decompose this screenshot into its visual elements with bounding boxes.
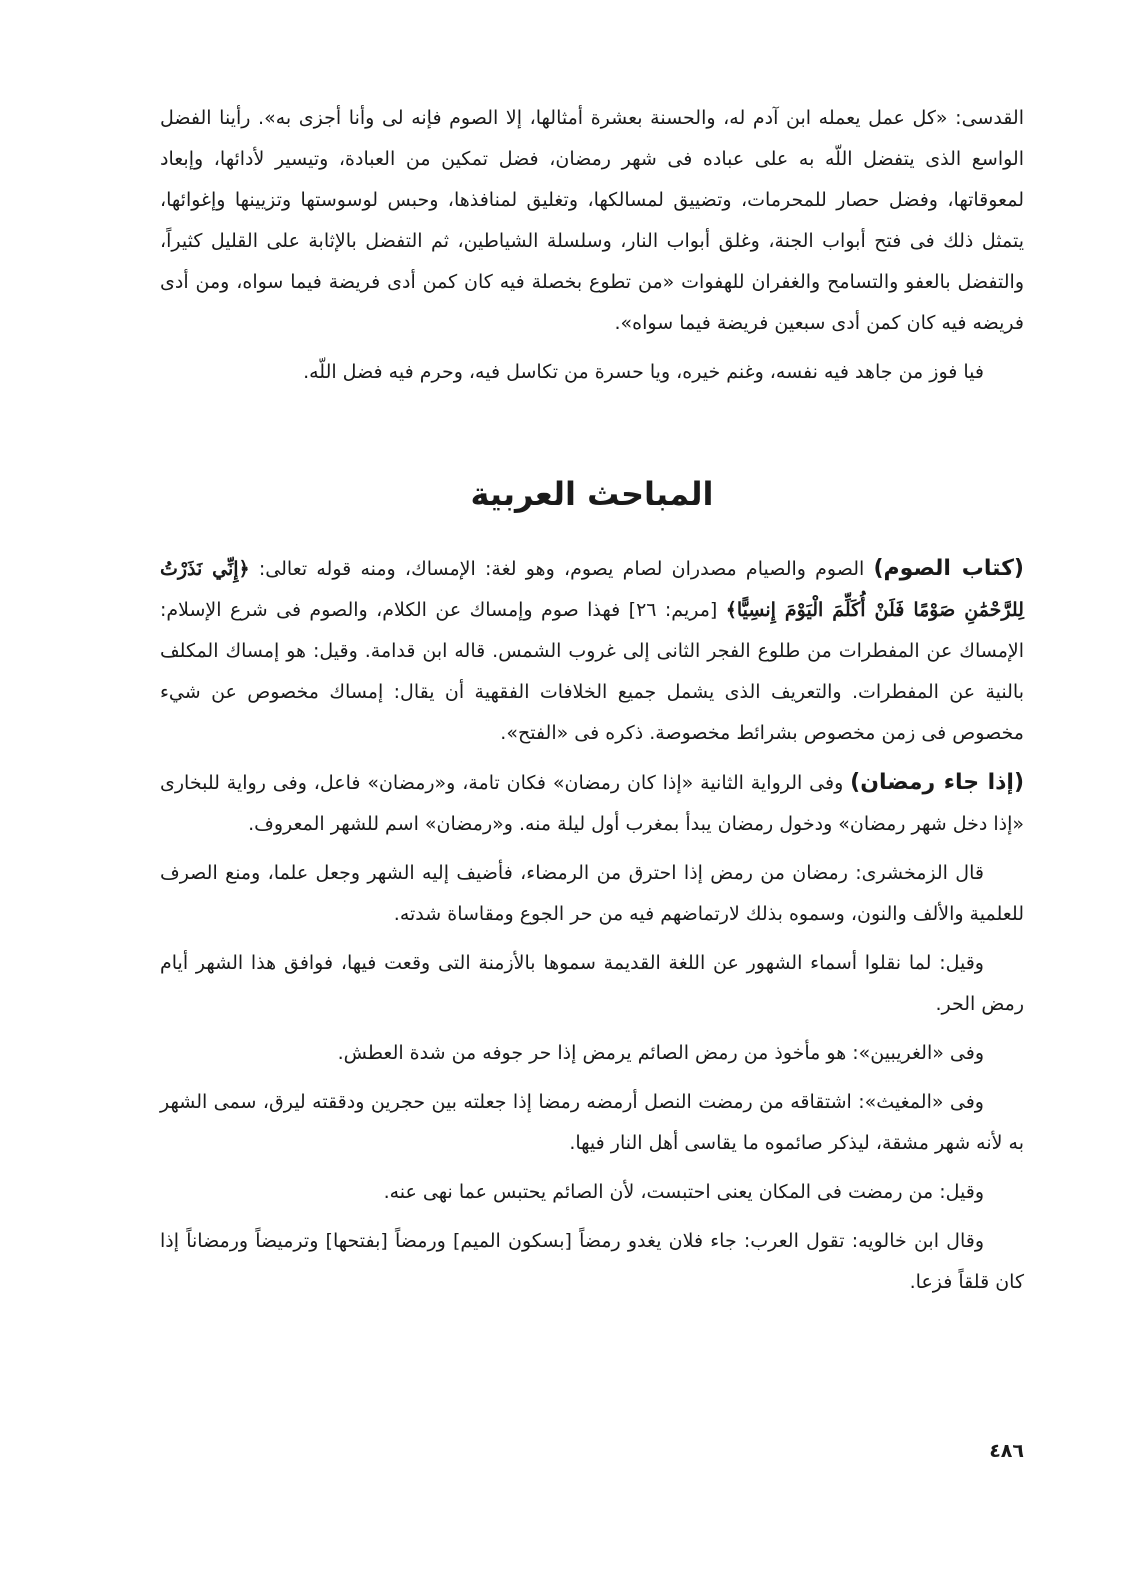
intro-paragraph-2: فيا فوز من جاهد فيه نفسه، وغنم خيره، ويا حسرة من تكاسل فيه، وحرم فيه فضل اللّه. — [303, 361, 984, 383]
paragraph-kitab-alsawm — [160, 548, 1024, 754]
paragraph-ramadan — [160, 762, 1024, 845]
paragraph-mughith: وفى «المغيث»: اشتقاقه من رمضت النصل أرمضه رمضا إذا جعلته بين حجرين ودققته ليرق، سمى الشهر به لأنه شهر مشقة، ليذكر صائموه ما يقاسى أهل النار فيها. — [160, 1091, 1024, 1154]
paragraph-text: الصوم والصيام مصدران لصام يصوم، وهو لغة: الإمساك، ومنه قوله تعالى: — [249, 558, 874, 580]
paragraph-text: [مريم: ٢٦] فهذا صوم وإمساك عن الكلام، والصوم فى شرع الإسلام: الإمساك عن المفطرات من طلوع الفجر الثانى إلى غروب الشمس. قاله ابن قدامة. وقيل: هو إمساك المكلف بالنية عن المفطرات. والتعريف الذى يشمل جميع الخلافات الفقهية أن يقال: إمساك مخصوص عن شيء مخصوص فى زمن مخصوص بشرائط مخصوصة. ذكره فى «الفتح». — [160, 599, 1024, 744]
paragraph-lead: (إذا جاء رمضان) — [850, 770, 1024, 795]
paragraph-months-names: وقيل: لما نقلوا أسماء الشهور عن اللغة القديمة سموها بالأزمنة التى وقعت فيها، فوافق هذا الشهر أيام رمض الحر. — [160, 952, 1024, 1015]
paragraph-ihtabast: وقيل: من رمضت فى المكان يعنى احتبست، لأن الصائم يحتبس عما نهى عنه. — [383, 1181, 984, 1203]
section-title: المباحث العربية — [470, 475, 714, 513]
body-section — [160, 548, 1024, 1311]
paragraph-gharibayn: وفى «الغريبين»: هو مأخوذ من رمض الصائم يرمض إذا حر جوفه من شدة العطش. — [337, 1042, 984, 1064]
intro-paragraph-1: القدسى: «كل عمل يعمله ابن آدم له، والحسنة بعشرة أمثالها، إلا الصوم فإنه لى وأنا أجزى به». رأينا الفضل الواسع الذى يتفضل اللّه به على عباده فى شهر رمضان، فضل تمكين من العبادة، وتيسير لأدائها، وإبعاد لمعوقاتها، وفضل حصار للمحرمات، وتضييق لمسالكها، وتغليق لمنافذها، وحبس لوسوستها وتزيينها وإغوائها، يتمثل ذلك فى فتح أبواب الجنة، وغلق أبواب النار، وسلسلة الشياطين، ثم التفضل بالإثابة على القليل كثيراً، والتفضل بالعفو والتسامح والغفران للهفوات «من تطوع بخصلة فيه كان كمن أدى فريضة فيما سواه، ومن أدى فريضه فيه كان كمن أدى سبعين فريضة فيما سواه». — [160, 107, 1024, 334]
quran-verse: ﴿إِنِّي نَذَرْتُ لِلرَّحْمَٰنِ صَوْمًا فَلَنْ أُكَلِّمَ الْيَوْمَ إِنسِيًّا﴾ — [160, 558, 1024, 621]
paragraph-text: وفى الرواية الثانية «إذا كان رمضان» فكان تامة، و«رمضان» فاعل، وفى رواية للبخارى «إذا دخل شهر رمضان» ودخول رمضان يبدأ بمغرب أول ليلة منه. و«رمضان» اسم للشهر المعروف. — [160, 772, 1024, 835]
intro-section — [160, 98, 1024, 393]
paragraph-ibn-khalawayh: وقال ابن خالويه: تقول العرب: جاء فلان يغدو رمضاً [بسكون الميم] ورمضاً [بفتحها] وترميضاً ورمضاناً إذا كان قلقاً فزعا. — [160, 1230, 1024, 1293]
paragraph-lead: (كتاب الصوم) — [873, 556, 1024, 581]
paragraph-zamakhshari: قال الزمخشرى: رمضان من رمض إذا احترق من الرمضاء، فأضيف إليه الشهر وجعل علما، ومنع الصرف للعلمية والألف والنون، وسموه بذلك لارتماضهم فيه من حر الجوع ومقاساة شدته. — [160, 862, 1024, 925]
page-number: ٤٨٦ — [989, 1440, 1024, 1462]
